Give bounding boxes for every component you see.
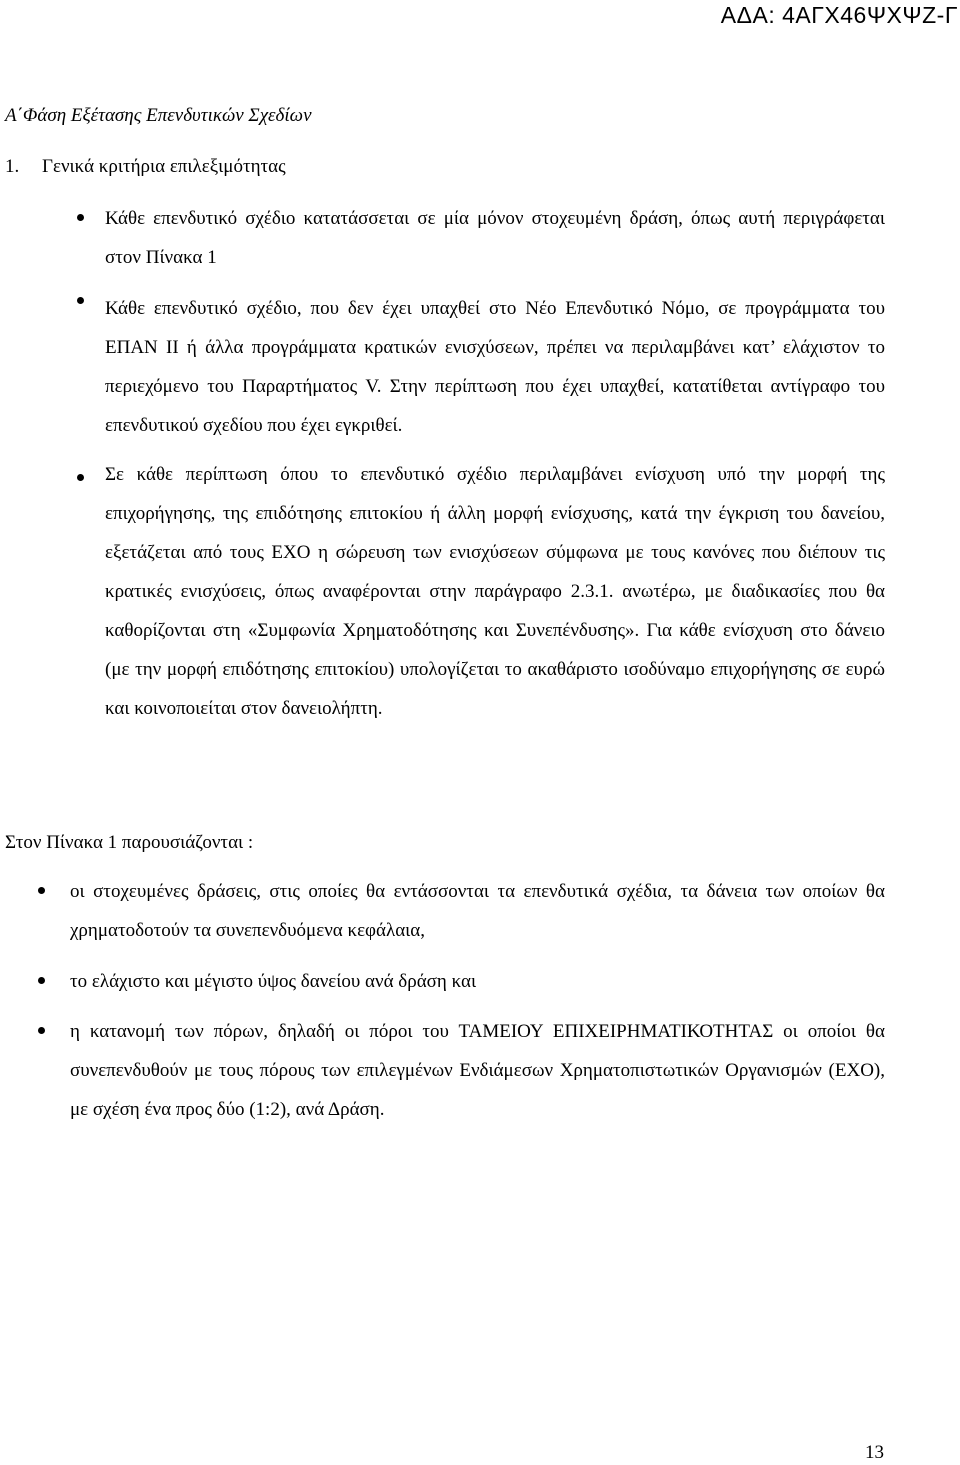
- bullet-dot: [38, 977, 45, 984]
- criteria-item: Κάθε επενδυτικό σχέδιο, που δεν έχει υπαχθεί στο Νέο Επενδυτικό Νόμο, σε προγράμματα του ΕΠΑΝ ΙΙ ή άλλα προγράμματα κρατικών ενισχύσεων, πρέπει να περιλαμβάνει κατ’ ελάχιστον το περιεχόμενο του Παραρτήματος V. Στην περίπτωση που έχει υπαχθεί, κατατίθεται αντίγραφο του επενδυτικού σχεδίου που έχει εγκριθεί.: [105, 298, 885, 436]
- section-number: 1.: [5, 156, 20, 177]
- page-number: 13: [865, 1442, 884, 1463]
- table-item: οι στοχευμένες δράσεις, στις οποίες θα εντάσσονται τα επενδυτικά σχέδια, τα δάνεια των οποίων θα χρηματοδοτούν τα συνεπενδυόμενα κεφάλαια,: [70, 881, 885, 941]
- bullet-dot: [38, 1027, 45, 1034]
- ada-code: ΑΔΑ: 4ΑΓΧ46ΨΧΨΖ-Γ: [720, 2, 958, 28]
- table-item: το ελάχιστο και μέγιστο ύψος δανείου ανά δράση και: [70, 971, 477, 992]
- bullet-dot: [77, 297, 84, 304]
- section-title: Γενικά κριτήρια επιλεξιμότητας: [42, 156, 286, 177]
- criteria-item: Κάθε επενδυτικό σχέδιο κατατάσσεται σε μία μόνον στοχευμένη δράση, όπως αυτή περιγράφεται στον Πίνακα 1: [105, 208, 885, 268]
- table-item: η κατανομή των πόρων, δηλαδή οι πόροι του ΤΑΜΕΙΟΥ ΕΠΙΧΕΙΡΗΜΑΤΙΚΟΤΗΤΑΣ οι οποίοι θα συνεπενδυθούν με τους πόρους των επιλεγμένων Ενδιάμεσων Χρηματοπιστωτικών Οργανισμών (ΕΧΟ), με σχέση ένα προς δύο (1:2), ανά Δράση.: [70, 1021, 885, 1120]
- table-intro: Στον Πίνακα 1 παρουσιάζονται :: [5, 832, 254, 853]
- bullet-dot: [38, 887, 45, 894]
- phase-heading: Α΄Φάση Εξέτασης Επενδυτικών Σχεδίων: [5, 105, 312, 126]
- bullet-dot: [77, 214, 84, 221]
- criteria-item: Σε κάθε περίπτωση όπου το επενδυτικό σχέδιο περιλαμβάνει ενίσχυση υπό την μορφή της επιχορήγησης, της επιδότησης επιτοκίου ή άλλη μορφή ενίσχυσης, κατά την έγκριση του δανείου, εξετάζεται από τους ΕΧΟ η σώρευση των ενισχύσεων σύμφωνα με τους κανόνες που διέπουν τις κρατικές ενισχύσεις, όπως αναφέρονται στην παράγραφο 2.3.1. ανωτέρω, με διαδικασίες που θα καθορίζονται στη «Συμφωνία Χρηματοδότησης και Συνεπένδυσης». Για κάθε ενίσχυση στο δάνειο (με την μορφή επιδότησης επιτοκίου) υπολογίζεται το ακαθάριστο ισοδύναμο επιχορήγησης σε ευρώ και κοινοποιείται στον δανειολήπτη.: [105, 464, 885, 719]
- bullet-dot: [77, 474, 84, 481]
